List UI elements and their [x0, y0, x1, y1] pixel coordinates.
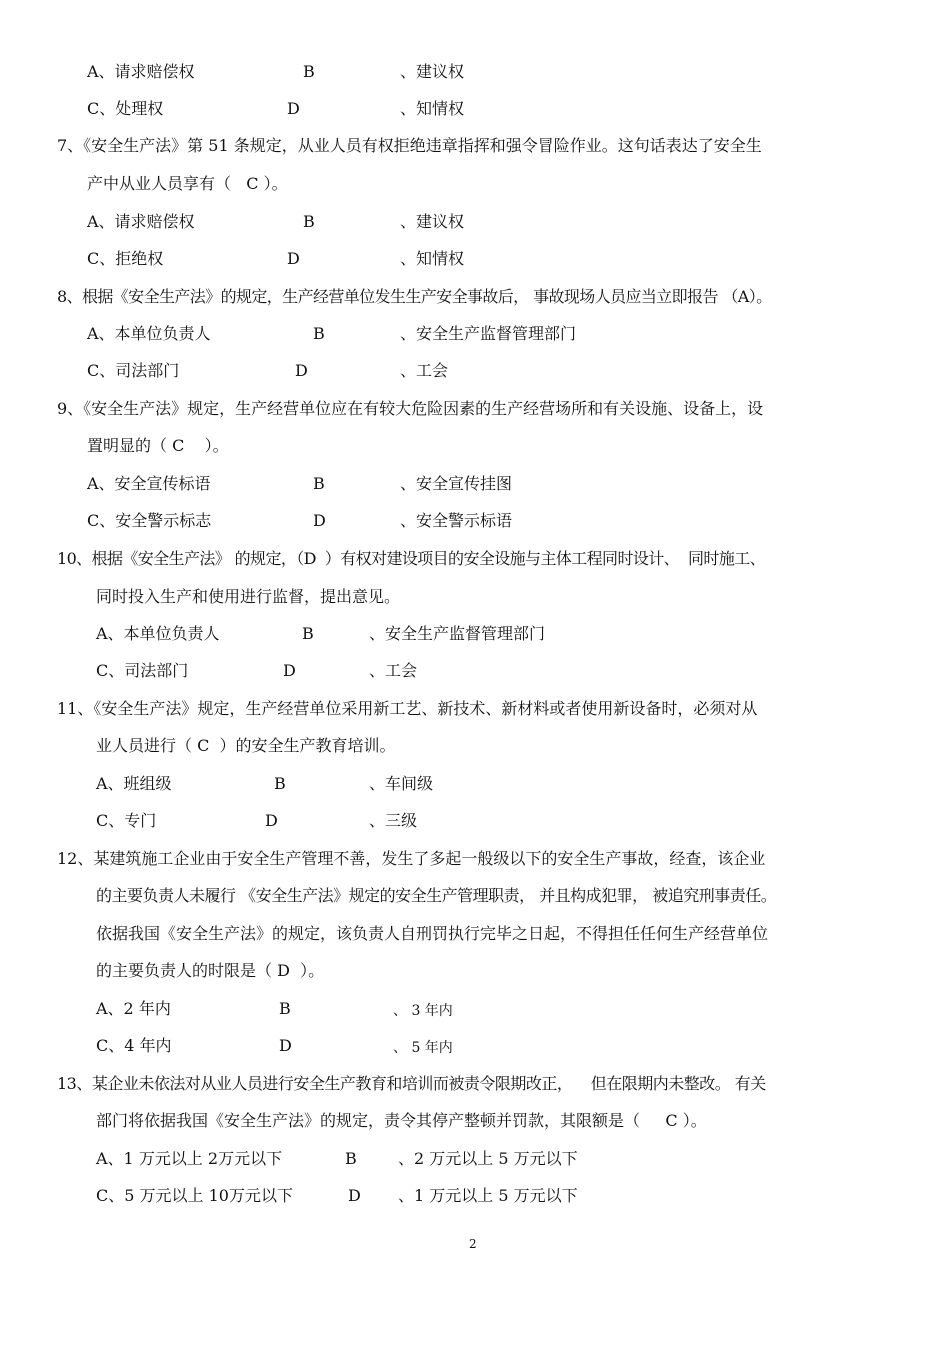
q12-option-a: A、2 年内	[96, 999, 171, 1018]
q11-option-c: C、专门	[96, 811, 157, 830]
q9-text-line-1: 9、《安全生产法》规定，生产经营单位应在有较大危险因素的生产经营场所和有关设施、设备上，设	[57, 399, 764, 418]
q11-option-d-text: 、三级	[369, 811, 418, 830]
q7-option-b-text: 、建议权	[400, 212, 465, 231]
q10-option-d-text: 、工会	[369, 661, 418, 680]
q6-option-d-text: 、知情权	[400, 99, 465, 118]
q8-option-d-letter: D	[295, 361, 308, 380]
q13-text-line-2: 部门将依据我国《安全生产法》的规定，责令其停产整顿并罚款，其限额是（ C ）。	[96, 1111, 707, 1130]
q12-option-b-letter: B	[279, 999, 291, 1018]
q8-option-c: C、司法部门	[87, 361, 180, 380]
q12-text-line-1: 12、某建筑施工企业由于安全生产管理不善，发生了多起一般级以下的安全生产事故，经查，该企业	[57, 849, 766, 868]
q9-option-b-text: 、安全宣传挂图	[400, 474, 513, 493]
q8-option-b-text: 、安全生产监督管理部门	[400, 324, 577, 343]
q7-option-c: C、拒绝权	[87, 249, 164, 268]
q13-text-line-1: 13、某企业未依法对从业人员进行安全生产教育和培训而被责令限期改正， 但在限期内未整改。 有关	[57, 1074, 766, 1093]
q13-option-c: C、5 万元以上 10万元以下	[96, 1186, 293, 1205]
q13-option-b-text: 、2 万元以上 5 万元以下	[398, 1149, 578, 1168]
q8-option-a: A、本单位负责人	[87, 324, 211, 343]
q7-option-d-letter: D	[287, 249, 300, 268]
q7-option-d-text: 、知情权	[400, 249, 465, 268]
q13-option-a: A、1 万元以上 2万元以下	[96, 1149, 283, 1168]
q12-option-c: C、4 年内	[96, 1036, 172, 1055]
q11-option-b-text: 、车间级	[369, 774, 434, 793]
q12-text-line-3: 依据我国《安全生产法》的规定，该负责人自刑罚执行完毕之日起，不得担任任何生产经营单位	[96, 924, 769, 943]
q12-option-d-text: 、 5 年内	[393, 1040, 453, 1056]
q10-option-a: A、本单位负责人	[96, 624, 220, 643]
q13-option-b-letter: B	[345, 1149, 357, 1168]
q8-option-b-letter: B	[313, 324, 325, 343]
q7-option-b-letter: B	[303, 212, 315, 231]
q7-text-line-1: 7、《安全生产法》第 51 条规定，从业人员有权拒绝违章指挥和强令冒险作业。这句话表达了安全生	[57, 136, 762, 155]
q8-text-line-1: 8、根据《安全生产法》的规定，生产经营单位发生生产安全事故后， 事故现场人员应当立即报告 （A）。	[57, 287, 772, 306]
q12-text-line-2: 的主要负责人未履行 《安全生产法》规定的安全生产管理职责， 并且构成犯罪， 被追究刑事责任。	[96, 886, 777, 905]
q7-text-line-2: 产中从业人员享有（ C ）。	[87, 174, 288, 193]
q11-text-line-2: 业人员进行（ C ）的安全生产教育培训。	[96, 736, 396, 755]
q6-option-b-text: 、建议权	[400, 62, 465, 81]
q8-option-d-text: 、工会	[400, 361, 449, 380]
page-number: 2	[469, 1237, 477, 1251]
q9-option-b-letter: B	[313, 474, 325, 493]
q11-text-line-1: 11、《安全生产法》规定，生产经营单位采用新工艺、新技术、新材料或者使用新设备时，必须对从	[57, 699, 758, 718]
q7-option-a: A、请求赔偿权	[87, 212, 195, 231]
q9-option-a: A、安全宣传标语	[87, 474, 211, 493]
q11-option-b-letter: B	[274, 774, 286, 793]
q6-option-d-letter: D	[287, 99, 300, 118]
q6-option-a: A、请求赔偿权	[87, 62, 195, 81]
q9-text-line-2: 置明显的（ C ）。	[87, 436, 229, 455]
q10-option-b-text: 、安全生产监督管理部门	[369, 624, 546, 643]
q10-option-d-letter: D	[283, 661, 296, 680]
q12-text-line-4: 的主要负责人的时限是（ D ）。	[96, 961, 325, 980]
q6-option-b-letter: B	[303, 62, 315, 81]
q10-text-line-2: 同时投入生产和使用进行监督，提出意见。	[96, 587, 401, 606]
q13-option-d-text: 、1 万元以上 5 万元以下	[398, 1186, 578, 1205]
q11-option-d-letter: D	[265, 811, 278, 830]
q9-option-d-letter: D	[313, 511, 326, 530]
q12-option-b-text: 、 3 年内	[393, 1003, 453, 1019]
q12-option-d-letter: D	[279, 1036, 292, 1055]
q10-text-line-1: 10、根据《安全生产法》 的规定，（D ）有权对建设项目的安全设施与主体工程同时设计、 同时施工、	[57, 549, 766, 568]
q11-option-a: A、班组级	[96, 774, 172, 793]
q10-option-b-letter: B	[302, 624, 314, 643]
q13-option-d-letter: D	[348, 1186, 361, 1205]
q9-option-d-text: 、安全警示标语	[400, 511, 513, 530]
q6-option-c: C、处理权	[87, 99, 164, 118]
q10-option-c: C、司法部门	[96, 661, 189, 680]
q9-option-c: C、安全警示标志	[87, 511, 212, 530]
